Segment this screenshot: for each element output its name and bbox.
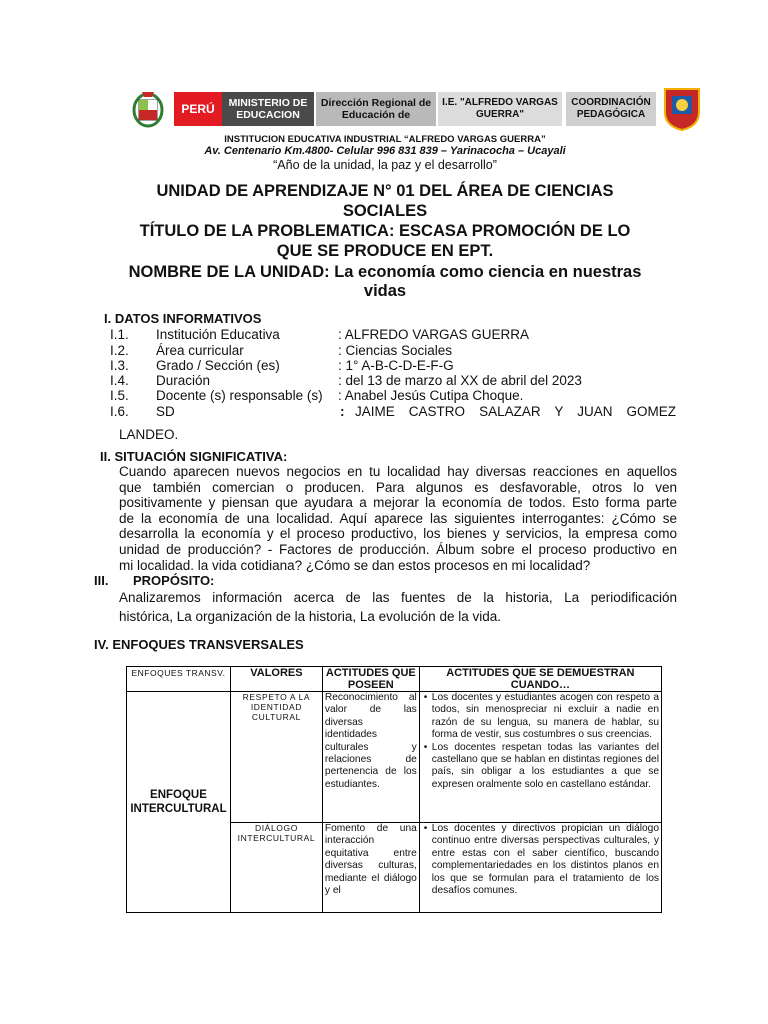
unit-name-value: La economía como ciencia en nuestras xyxy=(329,263,642,281)
list-item: • Los docentes y directivos propician un diálogo continuo entre diversas perspectivas culturales, y entre estas con el saber científico, buscando complementariedades en los distintos planos en los que se formulan para el tratamiento de los desafíos comunes. xyxy=(432,823,659,897)
datos-num-3: I.3. xyxy=(110,358,129,373)
list-item: • Los docentes respetan todas las variantes del castellano que se hablan en distintas regiones del país, sin obligar a los estudiantes a que se expresen oralmente solo en castellano estándar. xyxy=(432,742,659,792)
actitud-fomento: Fomento de una interacción equitativa entre diversas culturas, mediante el diálogo y el xyxy=(322,823,419,913)
datos-colon-6: : xyxy=(340,404,345,419)
situacion-line: positivamente y piensan que ayudara a mejorar la economía de todos. Esto forma parte xyxy=(119,495,677,511)
institution-address: Av. Centenario Km.4800- Celular 996 831 839 – Yarinacocha – Ucayali xyxy=(204,145,566,157)
datos-num-6: I.6. xyxy=(110,404,129,419)
datos-label-1: Institución Educativa xyxy=(156,327,280,342)
enfoques-table xyxy=(126,666,662,913)
year-motto: “Año de la unidad, la paz y el desarrollo” xyxy=(273,158,497,172)
coordinacion-label: COORDINACIÓN PEDAGÓGICA xyxy=(566,92,656,126)
datos-num-5: I.5. xyxy=(110,388,129,403)
datos-label-5: Docente (s) responsable (s) xyxy=(156,388,323,403)
institution-name: INSTITUCION EDUCATIVA INDUSTRIAL “ALFREDO VARGAS GUERRA” xyxy=(224,134,546,145)
list-item: • Los docentes y estudiantes acogen con respeto a todos, sin menospreciar ni excluir a nadie en razón de su lengua, su manera de hablar, su forma de vestir, sus costumbres o sus creencias. xyxy=(432,692,659,742)
unit-name-line1 xyxy=(100,262,670,282)
school-shield-icon xyxy=(662,86,702,132)
table-row xyxy=(127,692,662,823)
section-proposito-number: III. xyxy=(94,573,109,588)
table-header-row xyxy=(127,667,662,692)
section-datos-title: I. DATOS INFORMATIVOS xyxy=(104,311,262,326)
datos-value-2: : Ciencias Sociales xyxy=(338,343,453,358)
proposito-line: histórica, La organización de la historia, La evolución de la vida. xyxy=(119,609,501,624)
section-enfoques-title: IV. ENFOQUES TRANSVERSALES xyxy=(94,637,304,652)
problem-title-line1: TÍTULO DE LA PROBLEMATICA: ESCASA PROMOCIÓN DE LO xyxy=(139,222,631,240)
actitud-reconocimiento: Reconocimiento al valor de las diversas identidades culturales y relaciones de pertenencia de los estudiantes. xyxy=(322,692,419,823)
section-proposito-title: PROPÓSITO: xyxy=(133,573,215,588)
proposito-line: Analizaremos información acerca de las fuentes de la historia, La periodificación xyxy=(119,590,677,605)
datos-value-3: : 1° A-B-C-D-E-F-G xyxy=(338,358,454,373)
peru-coat-of-arms-icon xyxy=(126,86,170,130)
datos-num-2: I.2. xyxy=(110,343,129,358)
peru-label: PERÚ xyxy=(174,92,222,126)
problem-title-line2: QUE SE PRODUCE EN EPT. xyxy=(276,242,494,260)
situacion-line: desarrolla la economía y el proceso productivo, los bienes y servicios, la empresa como xyxy=(119,526,677,542)
datos-label-2: Área curricular xyxy=(156,343,244,358)
situacion-paragraph xyxy=(119,464,677,573)
demuestran-respeto xyxy=(419,692,661,823)
datos-num-4: I.4. xyxy=(110,373,129,388)
enfoque-intercultural-cell: ENFOQUE INTERCULTURAL xyxy=(127,692,231,913)
datos-value-6: JAIME CASTRO SALAZAR Y JUAN GOMEZ xyxy=(355,404,676,419)
situacion-line: mi localidad. la vida cotidiana? ¿Cómo se dan estos procesos en mi localidad? xyxy=(119,557,591,573)
situacion-line: Cuando aparecen nuevos negocios en tu localidad hay diversas reacciones en aquellos xyxy=(119,464,677,479)
unit-title-line2: SOCIALES xyxy=(342,202,428,220)
datos-value-4: : del 13 de marzo al XX de abril del 2023 xyxy=(338,373,582,388)
datos-value-1: : ALFREDO VARGAS GUERRA xyxy=(338,327,530,342)
proposito-paragraph xyxy=(119,588,677,626)
header-enfoques: ENFOQUES TRANSV. xyxy=(127,667,231,692)
datos-label-4: Duración xyxy=(156,373,211,388)
situacion-line: de la economía de una localidad. Aquí aparece las siguientes interrogantes: ¿Cómo se xyxy=(119,510,677,526)
datos-label-3: Grado / Sección (es) xyxy=(156,358,280,373)
datos-value-5: : Anabel Jesús Cutipa Choque. xyxy=(338,388,524,403)
datos-label-6: SD xyxy=(156,404,175,419)
direccion-regional-label: Dirección Regional de Educación de xyxy=(316,92,436,126)
unit-title-line1: UNIDAD DE APRENDIZAJE N° 01 DEL ÁREA DE CIENCIAS xyxy=(156,182,614,200)
header-actitudes-demuestran: ACTITUDES QUE SE DEMUESTRAN CUANDO… xyxy=(419,667,661,692)
valor-respeto: RESPETO A LA IDENTIDAD CULTURAL xyxy=(230,692,322,823)
unit-name-label: NOMBRE DE LA UNIDAD: xyxy=(128,263,330,281)
institution-badge: I.E. "ALFREDO VARGAS GUERRA" xyxy=(438,92,562,126)
ministerio-label: MINISTERIO DE EDUCACION xyxy=(222,92,314,126)
header-valores: VALORES xyxy=(230,667,322,692)
demuestran-dialogo xyxy=(419,823,661,913)
section-situacion-title: II. SITUACIÓN SIGNIFICATIVA: xyxy=(100,449,288,464)
situacion-line: unidad de producción? - Factores de producción. Álbum sobre el proceso productivo en xyxy=(119,541,677,557)
unit-name-line2: vidas xyxy=(363,282,407,300)
datos-num-1: I.1. xyxy=(110,327,129,342)
situacion-line: que también comercian o producen. Para algunos es desfavorable, otros lo ven xyxy=(119,479,677,495)
valor-dialogo: DIÁLOGO INTERCULTURAL xyxy=(230,823,322,913)
header-banner xyxy=(126,86,702,132)
header-actitudes-poseen: ACTITUDES QUE POSEEN xyxy=(322,667,419,692)
datos-value-6-continuation: LANDEO. xyxy=(119,427,179,442)
